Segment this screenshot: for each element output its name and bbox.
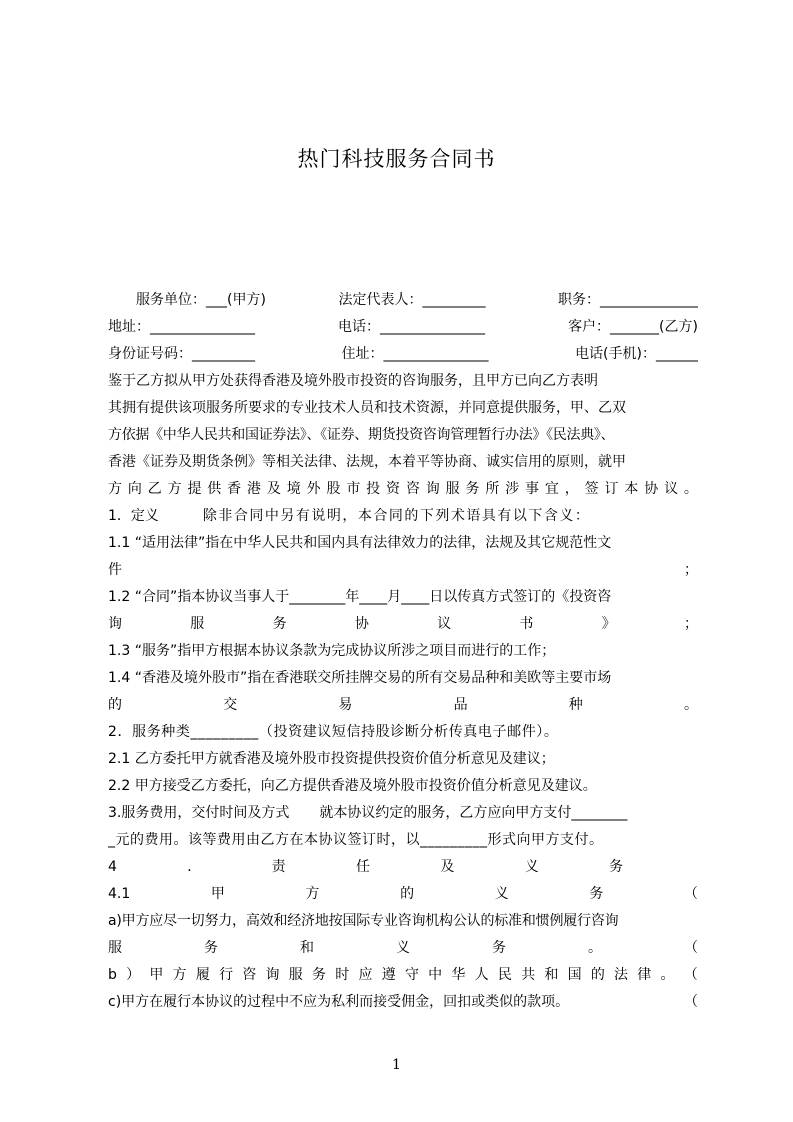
clause-4-c (108, 989, 698, 1015)
client-field: 客户：_______(乙方) (568, 319, 698, 335)
clause-1-2: 1.2 “合同”指本协议当事人于________年____月____日以传真方式签订的《投资咨 (108, 589, 612, 605)
clause-1-1-continued: 件 ； (108, 562, 698, 578)
section-1-intro: 除非合同中另有说明，本合同的下列术语具有以下含义： (202, 508, 591, 524)
clause-4-1-heading: 4.1 甲 方 的 义 务 （ (108, 886, 698, 902)
preamble-line-3: 方依据《中华人民共和国证券法》、《证券、期货投资咨询管理暂行办法》《民法典》、 (108, 427, 615, 443)
header-row-address (108, 314, 698, 340)
preamble-line-5: 方 向 乙 方 提 供 香 港 及 境 外 股 市 投 资 咨 询 服 务 所 涉 事 宜 ， 签 订 本 协 议 。 (108, 481, 698, 497)
address-field: 地址：_______________ (108, 319, 255, 335)
preamble-line-2: 其拥有提供该项服务所要求的专业技术人员和技术资源，并同意提供服务，甲、乙双 (108, 400, 626, 416)
section-1-heading: 1．定义 (108, 508, 159, 524)
section-3-continued: _元的费用。该等费用由乙方在本协议签订时，以_________形式向甲方支付。 (108, 832, 604, 848)
document-title: 热门科技服务合同书 (297, 147, 496, 171)
clause-1-4: 1.4 “香港及境外股市”指在香港联交所挂牌交易的所有交易品种和美欧等主要市场 (108, 670, 612, 686)
id-number-field: 身份证号码：_________ (108, 346, 255, 362)
section-3-fees (108, 800, 698, 826)
service-unit-field: 服务单位：___(甲方) (108, 292, 266, 308)
preamble-line-1: 鉴于乙方拟从甲方处获得香港及境外股市投资的咨询服务，且甲方已向乙方表明 (108, 373, 598, 389)
header-row-service-unit (108, 287, 698, 313)
section-2-service-types: 2．服务种类_________（投资建议短信持股诊断分析传真电子邮件）。 (108, 724, 559, 740)
clause-4-a-continued: 服 务 和 义 务 。 （ (108, 940, 698, 956)
section-1-definitions (108, 503, 698, 529)
preamble-line-4: 香港《证券及期货条例》等相关法律、法规，本着平等协商、诚实信用的原则，就甲 (108, 454, 626, 470)
section-4-heading: 4 ． 责 任 及 义 务 (108, 859, 624, 875)
clause-4-a: a)甲方应尽一切努力，高效和经济地按国际专业咨询机构公认的标准和惯例履行咨询 (108, 913, 619, 929)
clause-2-2: 2.2 甲方接受乙方委托，向乙方提供香港及境外股市投资价值分析意见及建议。 (108, 778, 597, 794)
legal-representative-field: 法定代表人：_________ (338, 292, 486, 308)
mobile-field: 电话(手机)：______ (575, 346, 698, 362)
clause-1-3: 1.3 “服务”指甲方根据本协议条款为完成协议所涉之项目而进行的工作； (108, 643, 556, 659)
clause-1-4-continued: 的 交 易 品 种 。 (108, 697, 698, 713)
phone-field: 电话：_______________ (338, 319, 486, 335)
page-number: 1 (392, 1057, 401, 1073)
position-field: 职务：______________ (558, 292, 698, 308)
section-3-heading: 3.服务费用，交付时间及方式 (108, 805, 290, 821)
clause-1-1: 1.1 “适用法律”指在中华人民共和国内具有法律效力的法律，法规及其它规范性文 (108, 535, 612, 551)
clause-4-b: b ） 甲 方 履 行 咨 询 服 务 时 应 遵 守 中 华 人 民 共 和 国 的 法 律 。 （ (108, 967, 698, 983)
clause-4-c-tail: （ (684, 994, 698, 1010)
clause-2-1: 2.1 乙方委托甲方就香港及境外股市投资提供投资价值分析意见及建议； (108, 751, 555, 767)
clause-4-c-text: c)甲方在履行本协议的过程中不应为私利而接受佣金，回扣或类似的款项。 (108, 994, 570, 1010)
clause-1-2-continued: 询 服 务 协 议 书 》 ； (108, 616, 698, 632)
header-row-id (108, 341, 698, 367)
section-3-text: 就本协议约定的服务，乙方应向甲方支付________ (319, 805, 628, 821)
residence-field: 住址：_______________ (341, 346, 489, 362)
